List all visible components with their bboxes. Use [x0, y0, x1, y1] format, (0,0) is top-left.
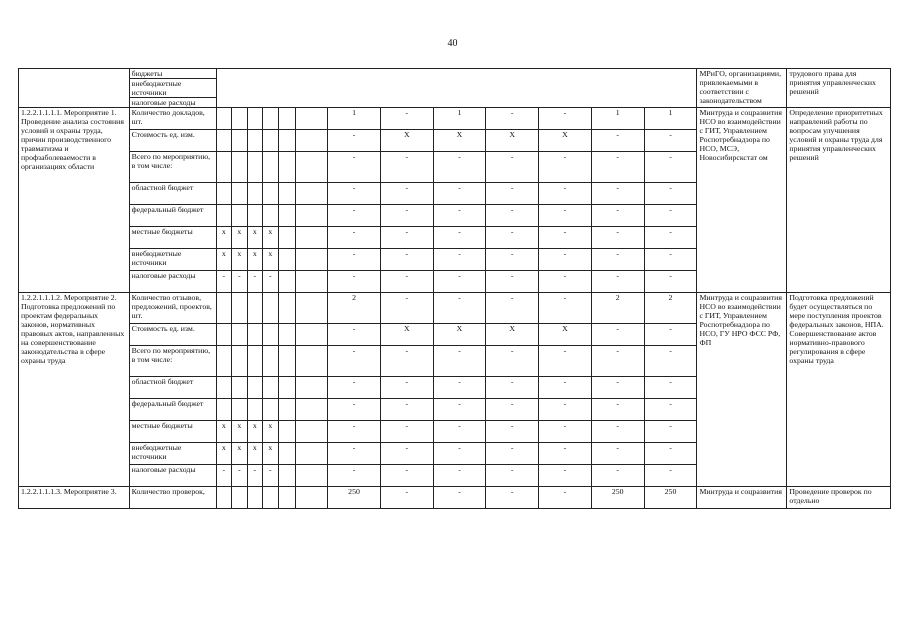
indicator-label: Стоимость ед. изм. — [129, 130, 216, 152]
empty-cell — [278, 271, 296, 293]
indicator-label: областной бюджет — [129, 183, 216, 205]
value-cell: - — [644, 377, 697, 399]
indicator-label: Стоимость ед. изм. — [129, 324, 216, 346]
empty-cell — [296, 205, 328, 227]
value-cell: - — [486, 487, 539, 509]
code-cell — [232, 108, 248, 130]
value-cell: - — [539, 293, 592, 324]
code-cell: - — [263, 271, 279, 293]
code-cell: - — [247, 271, 263, 293]
empty-cell — [278, 205, 296, 227]
value-cell: - — [380, 205, 433, 227]
executor-cell: Минтруда и соцразвития НСО во взаимодействии с ГИТ, Управлением Роспотребнадзора по НСО, ГУ НРО ФСС РФ, ФП — [697, 293, 787, 487]
code-cell — [216, 399, 232, 421]
empty-cell — [278, 227, 296, 249]
values-area — [216, 69, 697, 108]
value-cell: 250 — [328, 487, 381, 509]
value-cell: - — [591, 227, 644, 249]
value-cell: - — [433, 227, 486, 249]
value-cell: 1 — [644, 108, 697, 130]
value-cell: - — [328, 465, 381, 487]
code-cell: - — [232, 271, 248, 293]
code-cell: - — [232, 465, 248, 487]
value-cell: - — [380, 399, 433, 421]
executor-cell: МРиГО, организациями, привлекаемыми в соответствии с законодательством — [697, 69, 787, 108]
value-cell: - — [591, 130, 644, 152]
result-cell: Подготовка предложений будет осуществляться по мере поступления проектов федеральных законов, НПА. Совершенствование актов нормативно-правового регулирования в сфере охраны труда — [787, 293, 891, 487]
value-cell: - — [433, 377, 486, 399]
indicator-label: внебюджетные источники — [129, 249, 216, 271]
value-cell: - — [539, 249, 592, 271]
value-cell: - — [486, 465, 539, 487]
value-cell: - — [486, 205, 539, 227]
value-cell: Х — [380, 324, 433, 346]
code-cell: х — [247, 421, 263, 443]
value-cell: - — [539, 465, 592, 487]
code-cell — [232, 346, 248, 377]
value-cell: - — [591, 377, 644, 399]
program-events-table — [18, 68, 891, 509]
value-cell: - — [486, 443, 539, 465]
code-cell — [216, 346, 232, 377]
value-cell: - — [380, 443, 433, 465]
value-cell: - — [380, 377, 433, 399]
code-cell: х — [247, 249, 263, 271]
value-cell: - — [328, 421, 381, 443]
value-cell: - — [328, 346, 381, 377]
empty-cell — [296, 130, 328, 152]
indicator-label: Количество проверок, — [129, 487, 216, 509]
value-cell: - — [486, 377, 539, 399]
code-cell — [232, 293, 248, 324]
code-cell — [263, 324, 279, 346]
value-cell: - — [591, 183, 644, 205]
code-cell — [232, 183, 248, 205]
empty-cell — [296, 249, 328, 271]
code-cell: х — [232, 249, 248, 271]
indicator-label: внебюджетные источники — [129, 443, 216, 465]
code-cell — [247, 108, 263, 130]
code-cell: - — [216, 271, 232, 293]
code-cell: х — [263, 443, 279, 465]
source-label: бюджеты — [129, 69, 216, 79]
value-cell: - — [591, 205, 644, 227]
value-cell: - — [591, 421, 644, 443]
value-cell: - — [433, 465, 486, 487]
code-cell — [216, 324, 232, 346]
page-number: 40 — [447, 38, 458, 49]
code-cell — [216, 487, 232, 509]
table-row — [19, 108, 891, 130]
empty-cell — [296, 346, 328, 377]
value-cell: - — [591, 346, 644, 377]
empty-cell — [278, 443, 296, 465]
value-cell: - — [486, 346, 539, 377]
empty-cell — [278, 377, 296, 399]
empty-cell — [296, 271, 328, 293]
value-cell: - — [644, 130, 697, 152]
value-cell: - — [539, 227, 592, 249]
value-cell: - — [539, 421, 592, 443]
value-cell: - — [486, 293, 539, 324]
value-cell: - — [328, 205, 381, 227]
value-cell: Х — [380, 130, 433, 152]
value-cell: - — [380, 421, 433, 443]
value-cell: - — [591, 249, 644, 271]
empty-cell — [278, 399, 296, 421]
indicator-label: Всего по мероприятию, в том числе: — [129, 152, 216, 183]
value-cell: 2 — [591, 293, 644, 324]
code-cell — [247, 183, 263, 205]
code-cell: х — [263, 227, 279, 249]
value-cell: - — [380, 293, 433, 324]
code-cell — [232, 205, 248, 227]
event-name: 1.2.2.1.1.1.3. Мероприятие 3. — [19, 487, 130, 509]
code-cell — [216, 108, 232, 130]
code-cell: х — [232, 443, 248, 465]
value-cell: - — [328, 152, 381, 183]
value-cell: - — [644, 205, 697, 227]
result-cell: трудового права для принятия управленческих решений — [787, 69, 891, 108]
value-cell: - — [644, 421, 697, 443]
value-cell: - — [433, 205, 486, 227]
indicator-label: федеральный бюджет — [129, 205, 216, 227]
code-cell: - — [216, 465, 232, 487]
code-cell — [247, 487, 263, 509]
empty-cell — [296, 293, 328, 324]
value-cell: - — [433, 249, 486, 271]
continuation-row — [19, 69, 891, 79]
value-cell: - — [644, 249, 697, 271]
source-label: налоговые расходы — [129, 98, 216, 108]
value-cell: - — [433, 346, 486, 377]
code-cell — [247, 293, 263, 324]
value-cell: - — [644, 227, 697, 249]
result-cell: Определение приоритетных направлений работы по вопросам улучшения условий и охраны труда для принятия управленческих решений — [787, 108, 891, 293]
code-cell — [216, 293, 232, 324]
value-cell: - — [433, 152, 486, 183]
value-cell: - — [539, 346, 592, 377]
empty-cell — [278, 421, 296, 443]
value-cell: - — [380, 227, 433, 249]
code-cell — [263, 293, 279, 324]
value-cell: - — [644, 399, 697, 421]
value-cell: - — [539, 487, 592, 509]
empty-cell — [296, 399, 328, 421]
code-cell — [263, 399, 279, 421]
code-cell — [216, 130, 232, 152]
value-cell: - — [433, 399, 486, 421]
indicator-label: областной бюджет — [129, 377, 216, 399]
value-cell: 2 — [328, 293, 381, 324]
indicator-label: местные бюджеты — [129, 421, 216, 443]
code-cell — [247, 324, 263, 346]
event-name-cell — [19, 69, 130, 108]
executor-cell: Минтруда и соцразвития — [697, 487, 787, 509]
event-name: 1.2.2.1.1.1.2. Мероприятие 2. Подготовка предложений по проектам федеральных законов, нормативных правовых актов, направленных на совершенствование законодательства в сфере охраны труда — [19, 293, 130, 487]
code-cell: х — [216, 443, 232, 465]
value-cell: - — [486, 399, 539, 421]
empty-cell — [296, 324, 328, 346]
value-cell: - — [486, 271, 539, 293]
value-cell: 250 — [591, 487, 644, 509]
value-cell: - — [433, 421, 486, 443]
empty-cell — [278, 487, 296, 509]
code-cell — [263, 487, 279, 509]
value-cell: - — [644, 152, 697, 183]
empty-cell — [278, 346, 296, 377]
empty-cell — [296, 487, 328, 509]
value-cell: - — [486, 227, 539, 249]
value-cell: - — [539, 443, 592, 465]
value-cell: - — [591, 443, 644, 465]
value-cell: - — [486, 152, 539, 183]
empty-cell — [296, 465, 328, 487]
code-cell — [247, 130, 263, 152]
empty-cell — [296, 152, 328, 183]
value-cell: - — [380, 271, 433, 293]
indicator-label: Всего по мероприятию, в том числе: — [129, 346, 216, 377]
value-cell: - — [539, 205, 592, 227]
value-cell: Х — [433, 324, 486, 346]
value-cell: - — [380, 108, 433, 130]
value-cell: - — [644, 183, 697, 205]
code-cell — [263, 205, 279, 227]
value-cell: - — [433, 271, 486, 293]
empty-cell — [278, 465, 296, 487]
empty-cell — [296, 421, 328, 443]
empty-cell — [296, 183, 328, 205]
code-cell: х — [263, 421, 279, 443]
code-cell — [263, 183, 279, 205]
code-cell: х — [263, 249, 279, 271]
value-cell: 1 — [328, 108, 381, 130]
value-cell: - — [591, 465, 644, 487]
value-cell: - — [644, 465, 697, 487]
empty-cell — [278, 152, 296, 183]
value-cell: - — [380, 346, 433, 377]
code-cell: - — [247, 465, 263, 487]
code-cell — [232, 399, 248, 421]
value-cell: - — [591, 324, 644, 346]
value-cell: Х — [539, 130, 592, 152]
value-cell: Х — [486, 324, 539, 346]
code-cell — [232, 130, 248, 152]
code-cell: х — [216, 421, 232, 443]
table-row — [19, 487, 891, 509]
code-cell — [263, 346, 279, 377]
code-cell: х — [216, 249, 232, 271]
code-cell — [232, 487, 248, 509]
code-cell — [232, 152, 248, 183]
indicator-label: Количество отзывов, предложений, проектов, шт. — [129, 293, 216, 324]
value-cell: - — [433, 293, 486, 324]
code-cell — [263, 108, 279, 130]
value-cell: - — [486, 108, 539, 130]
value-cell: - — [380, 183, 433, 205]
code-cell: х — [247, 443, 263, 465]
indicator-label: местные бюджеты — [129, 227, 216, 249]
empty-cell — [278, 293, 296, 324]
value-cell: - — [433, 443, 486, 465]
empty-cell — [278, 324, 296, 346]
code-cell — [263, 152, 279, 183]
value-cell: - — [328, 377, 381, 399]
value-cell: - — [644, 324, 697, 346]
value-cell: - — [380, 465, 433, 487]
value-cell: - — [644, 346, 697, 377]
indicator-label: Количество докладов, шт. — [129, 108, 216, 130]
value-cell: - — [328, 227, 381, 249]
value-cell: - — [591, 152, 644, 183]
value-cell: 2 — [644, 293, 697, 324]
empty-cell — [278, 130, 296, 152]
value-cell: - — [433, 487, 486, 509]
value-cell: Х — [433, 130, 486, 152]
value-cell: - — [486, 249, 539, 271]
empty-cell — [278, 183, 296, 205]
value-cell: - — [486, 183, 539, 205]
value-cell: - — [539, 377, 592, 399]
empty-cell — [296, 443, 328, 465]
code-cell — [247, 346, 263, 377]
result-cell: Проведение проверок по отдельно — [787, 487, 891, 509]
code-cell — [216, 183, 232, 205]
value-cell: - — [591, 271, 644, 293]
code-cell — [216, 377, 232, 399]
value-cell: - — [328, 443, 381, 465]
value-cell: - — [328, 399, 381, 421]
code-cell — [247, 377, 263, 399]
value-cell: 250 — [644, 487, 697, 509]
value-cell: - — [328, 130, 381, 152]
indicator-label: налоговые расходы — [129, 465, 216, 487]
value-cell: - — [328, 324, 381, 346]
code-cell — [232, 324, 248, 346]
source-label: внебюджетные источники — [129, 79, 216, 98]
value-cell: Х — [539, 324, 592, 346]
event-name: 1.2.2.1.1.1.1. Мероприятие 1. Проведение анализа состояния условий и охраны труда, причин производственного травматизма и профзаболеваемости в организациях области — [19, 108, 130, 293]
code-cell: х — [247, 227, 263, 249]
value-cell: - — [539, 271, 592, 293]
value-cell: - — [433, 183, 486, 205]
empty-cell — [278, 108, 296, 130]
code-cell — [247, 152, 263, 183]
code-cell: х — [232, 421, 248, 443]
indicator-label: федеральный бюджет — [129, 399, 216, 421]
code-cell: х — [216, 227, 232, 249]
value-cell: - — [539, 399, 592, 421]
code-cell: - — [263, 465, 279, 487]
value-cell: - — [328, 249, 381, 271]
value-cell: - — [644, 443, 697, 465]
value-cell: - — [380, 249, 433, 271]
executor-cell: Минтруда и соцразвития НСО во взаимодействии с ГИТ, Управлением Роспотребнадзора по НСО, МСЭ, Новосибирскстат ом — [697, 108, 787, 293]
table-row — [19, 293, 891, 324]
value-cell: - — [380, 152, 433, 183]
code-cell — [232, 377, 248, 399]
value-cell: - — [539, 183, 592, 205]
indicator-label: налоговые расходы — [129, 271, 216, 293]
code-cell: х — [232, 227, 248, 249]
value-cell: - — [328, 271, 381, 293]
value-cell: - — [591, 399, 644, 421]
code-cell — [247, 205, 263, 227]
value-cell: Х — [486, 130, 539, 152]
value-cell: 1 — [591, 108, 644, 130]
value-cell: - — [539, 108, 592, 130]
value-cell: - — [644, 271, 697, 293]
code-cell — [247, 399, 263, 421]
empty-cell — [296, 377, 328, 399]
empty-cell — [296, 108, 328, 130]
value-cell: - — [380, 487, 433, 509]
code-cell — [216, 205, 232, 227]
empty-cell — [278, 249, 296, 271]
empty-cell — [296, 227, 328, 249]
code-cell — [263, 377, 279, 399]
code-cell — [216, 152, 232, 183]
value-cell: - — [486, 421, 539, 443]
code-cell — [263, 130, 279, 152]
value-cell: - — [328, 183, 381, 205]
value-cell: - — [539, 152, 592, 183]
value-cell: 1 — [433, 108, 486, 130]
